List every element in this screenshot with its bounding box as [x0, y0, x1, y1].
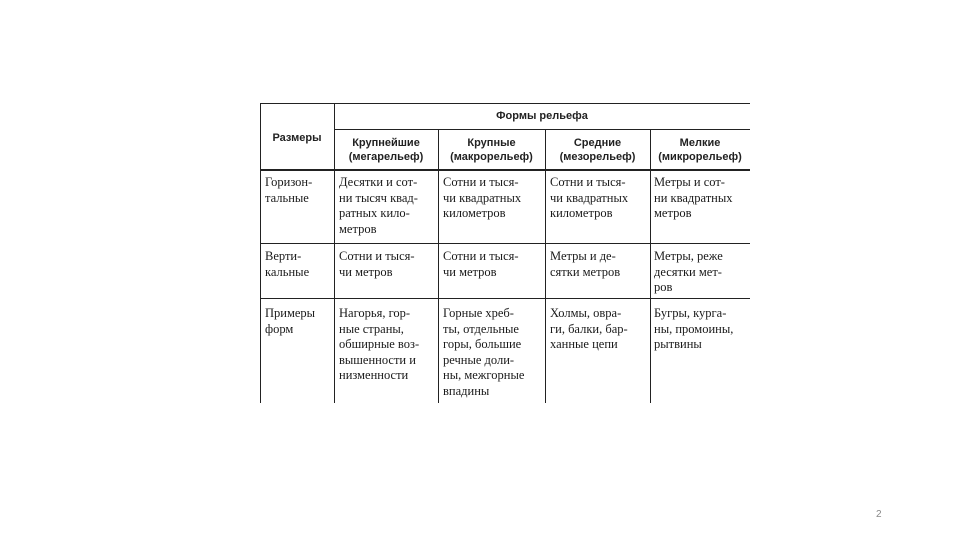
size-header: Размеры [272, 132, 322, 144]
table-cell: Сотни и тыся- чи квадратных километров [443, 175, 522, 220]
table-cell: Сотни и тыся- чи метров [339, 249, 415, 279]
column-header: Средние (мезорельеф) [559, 137, 636, 163]
slide-number: 2 [876, 509, 882, 520]
table-cell: Горные хреб- ты, отдельные горы, большие речные доли- ны, межгорные впадины [443, 306, 525, 398]
group-header-divider [334, 129, 750, 130]
row-label: Горизон- тальные [265, 175, 313, 205]
column-divider [545, 129, 546, 403]
column-header: Крупнейшие (мегарельеф) [348, 137, 424, 163]
group-header: Формы рельефа [496, 110, 588, 122]
column-header: Мелкие (микрорельеф) [658, 137, 742, 163]
table-cell: Сотни и тыся- чи метров [443, 249, 519, 279]
column-divider [260, 103, 261, 403]
table-cell: Метры, реже десятки мет- ров [654, 249, 723, 294]
row-label: Примеры форм [265, 306, 316, 336]
table-cell: Холмы, овра- ги, балки, бар- ханные цепи [550, 306, 628, 351]
table-cell: Метры и сот- ни квадратных метров [654, 175, 733, 220]
table-cell: Сотни и тыся- чи квадратных километров [550, 175, 629, 220]
table-cell: Бугры, курга- ны, промоины, рытвины [654, 306, 734, 351]
column-header: Крупные (макрорельеф) [450, 137, 533, 163]
table-cell: Десятки и сот- ни тысяч квад- ратных кило- метров [339, 175, 418, 236]
table-cell: Нагорья, гор- ные страны, обширные воз- вышенности и низменности [339, 306, 420, 382]
column-divider [650, 129, 651, 403]
relief-forms-table [260, 103, 750, 403]
row-label: Верти- кальные [265, 249, 310, 279]
table-cell: Метры и де- сятки метров [550, 249, 621, 279]
